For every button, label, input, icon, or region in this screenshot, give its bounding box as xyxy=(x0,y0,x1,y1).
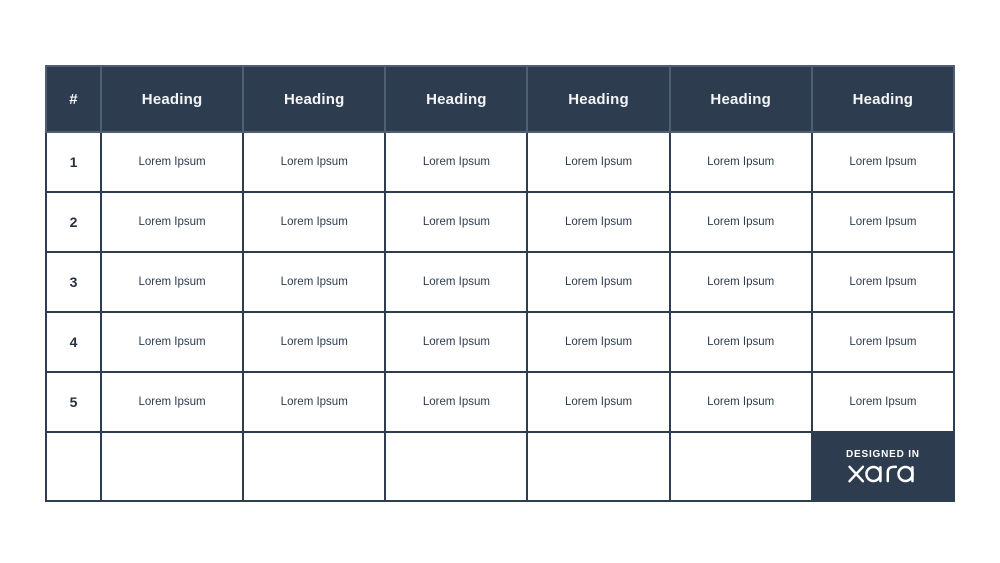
table-cell: Lorem Ipsum xyxy=(670,132,812,192)
table-cell: Lorem Ipsum xyxy=(243,132,385,192)
xara-watermark xyxy=(813,433,953,500)
table-cell: Lorem Ipsum xyxy=(527,312,669,372)
table-row xyxy=(46,192,954,252)
table-cell: Lorem Ipsum xyxy=(670,312,812,372)
column-header: Heading xyxy=(101,66,243,132)
header-row xyxy=(46,66,954,132)
empty-cell xyxy=(527,432,669,501)
table-cell: Lorem Ipsum xyxy=(385,192,527,252)
table-cell: Lorem Ipsum xyxy=(527,192,669,252)
table-row xyxy=(46,312,954,372)
empty-cell xyxy=(670,432,812,501)
table-cell: Lorem Ipsum xyxy=(812,132,954,192)
table-row xyxy=(46,372,954,432)
row-number-header: # xyxy=(46,66,101,132)
table-cell: Lorem Ipsum xyxy=(812,192,954,252)
empty-cell xyxy=(243,432,385,501)
table-cell: Lorem Ipsum xyxy=(670,192,812,252)
row-number-cell: 3 xyxy=(46,252,101,312)
table-cell: Lorem Ipsum xyxy=(527,372,669,432)
column-header: Heading xyxy=(812,66,954,132)
row-number-cell: 5 xyxy=(46,372,101,432)
empty-footer-row xyxy=(46,432,954,501)
table-cell: Lorem Ipsum xyxy=(385,312,527,372)
table-cell: Lorem Ipsum xyxy=(812,312,954,372)
table-cell: Lorem Ipsum xyxy=(670,372,812,432)
table-cell: Lorem Ipsum xyxy=(812,252,954,312)
table-cell: Lorem Ipsum xyxy=(527,252,669,312)
empty-cell xyxy=(101,432,243,501)
table-cell: Lorem Ipsum xyxy=(243,312,385,372)
table-cell: Lorem Ipsum xyxy=(101,252,243,312)
column-header: Heading xyxy=(385,66,527,132)
designed-in-label: DESIGNED IN xyxy=(845,448,920,460)
table-cell: Lorem Ipsum xyxy=(243,252,385,312)
row-number-cell: 1 xyxy=(46,132,101,192)
xara-logo-icon xyxy=(846,463,920,485)
table-cell: Lorem Ipsum xyxy=(101,132,243,192)
empty-cell xyxy=(385,432,527,501)
column-header: Heading xyxy=(527,66,669,132)
table-cell: Lorem Ipsum xyxy=(385,132,527,192)
table-cell: Lorem Ipsum xyxy=(243,372,385,432)
table-cell: Lorem Ipsum xyxy=(101,312,243,372)
column-header: Heading xyxy=(670,66,812,132)
row-number-cell: 2 xyxy=(46,192,101,252)
table-cell: Lorem Ipsum xyxy=(527,132,669,192)
lorem-ipsum-table xyxy=(45,65,955,502)
row-number-cell: 4 xyxy=(46,312,101,372)
xara-watermark-cell xyxy=(812,432,954,501)
table-row xyxy=(46,132,954,192)
table-cell: Lorem Ipsum xyxy=(101,372,243,432)
table-cell: Lorem Ipsum xyxy=(385,372,527,432)
table-cell: Lorem Ipsum xyxy=(101,192,243,252)
table-row xyxy=(46,252,954,312)
table-cell: Lorem Ipsum xyxy=(243,192,385,252)
empty-cell xyxy=(46,432,101,501)
table-cell: Lorem Ipsum xyxy=(385,252,527,312)
column-header: Heading xyxy=(243,66,385,132)
table-cell: Lorem Ipsum xyxy=(812,372,954,432)
table-cell: Lorem Ipsum xyxy=(670,252,812,312)
